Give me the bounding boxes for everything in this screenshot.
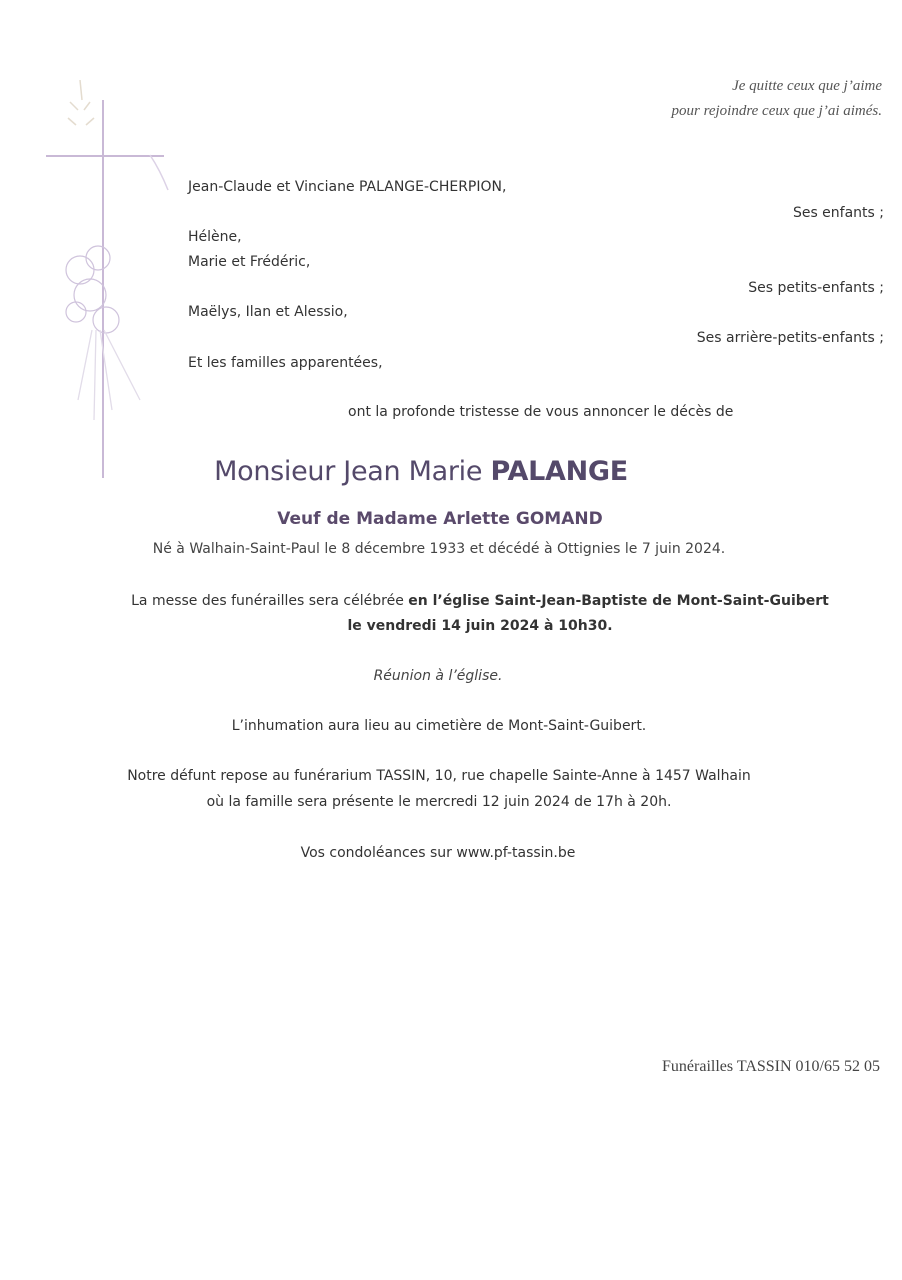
funeral-home-footer: Funérailles TASSIN 010/65 52 05 <box>662 1058 880 1075</box>
burial-line: L’inhumation aura lieu au cimetière de Mont-Saint-Guibert. <box>231 718 647 734</box>
deceased-surname: PALANGE <box>490 456 628 487</box>
deceased-name-prefix: Monsieur Jean Marie <box>214 456 491 487</box>
children-label: Ses enfants ; <box>792 205 884 221</box>
mass-date: le vendredi 14 juin 2024 à 10h30. <box>347 618 613 634</box>
meeting-line: Réunion à l’église. <box>373 668 503 684</box>
mass-line <box>29 593 902 609</box>
widow-of-line: Veuf de Madame Arlette GOMAND <box>277 509 603 529</box>
condolences-line: Vos condoléances sur www.pf-tassin.be <box>300 845 576 861</box>
birth-death-line: Né à Walhain-Saint-Paul le 8 décembre 1933 et décédé à Ottignies le 7 juin 2024. <box>152 541 726 557</box>
children-names: Jean-Claude et Vinciane PALANGE-CHERPION, <box>188 179 507 195</box>
great-grandchildren-names: Maëlys, Ilan et Alessio, <box>188 304 348 320</box>
quote-line-1: Je quitte ceux que j’aime <box>732 78 882 94</box>
mass-place: en l’église Saint-Jean-Baptiste de Mont-Saint-Guibert <box>408 593 829 609</box>
flower-wheat-decoration-icon <box>40 80 170 440</box>
mass-prefix: La messe des funérailles sera célébrée <box>131 593 409 609</box>
grandchild-name-2: Marie et Frédéric, <box>188 254 311 270</box>
relatives-line: Et les familles apparentées, <box>188 355 383 371</box>
grandchild-name-1: Hélène, <box>188 229 242 245</box>
quote-line-2: pour rejoindre ceux que j’ai aimés. <box>671 103 882 119</box>
announcement-line: ont la profonde tristesse de vous annoncer le décès de <box>348 404 734 420</box>
grandchildren-label: Ses petits-enfants ; <box>748 280 884 296</box>
rest-line-1: Notre défunt repose au funérarium TASSIN, 10, rue chapelle Sainte-Anne à 1457 Walhain <box>127 768 751 784</box>
rest-line-2: où la famille sera présente le mercredi 12 juin 2024 de 17h à 20h. <box>206 794 672 810</box>
great-grandchildren-label: Ses arrière-petits-enfants ; <box>696 330 884 346</box>
deceased-name <box>0 456 872 487</box>
